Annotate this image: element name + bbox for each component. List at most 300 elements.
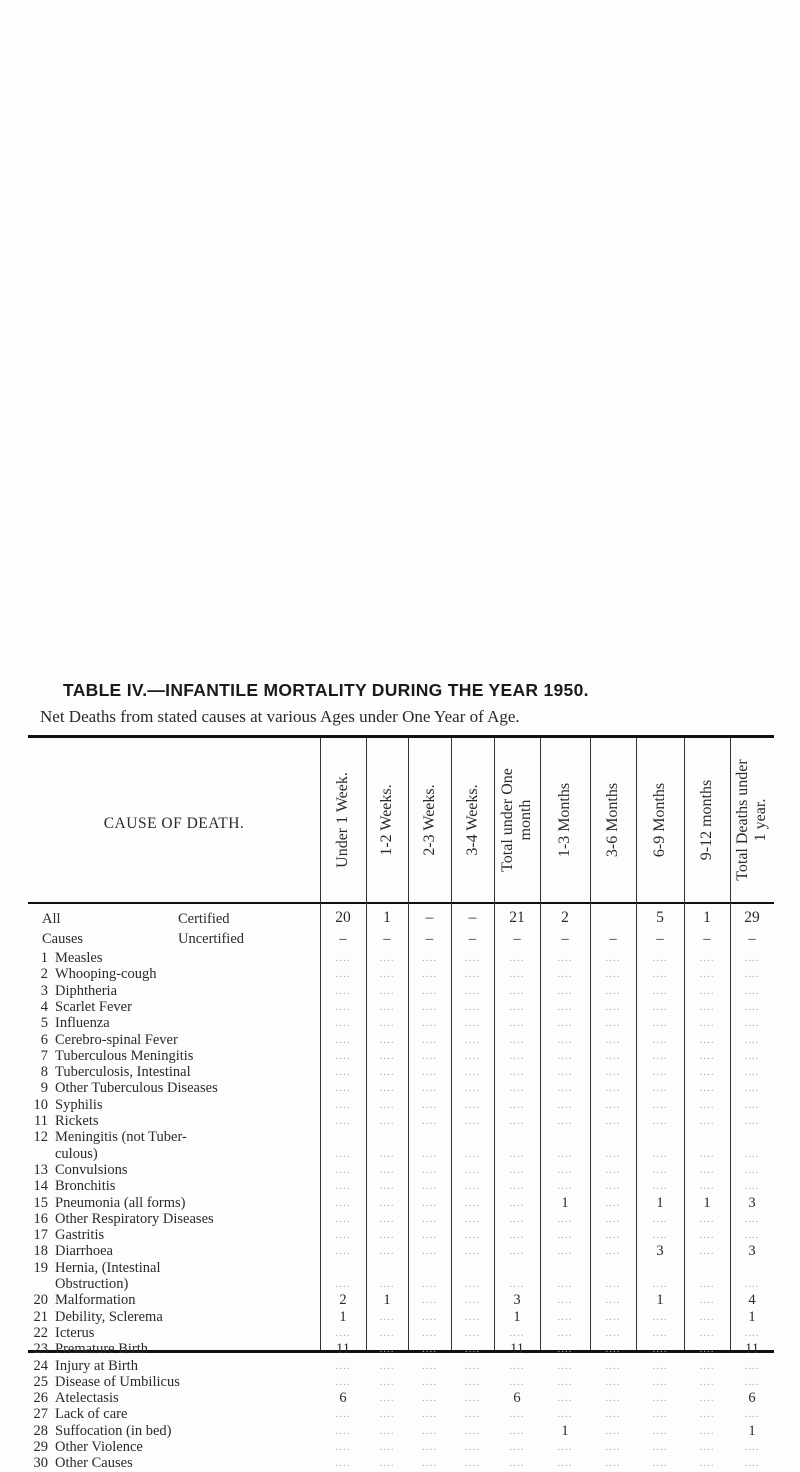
empty-cell: .... bbox=[335, 1049, 351, 1062]
row-number: 25 bbox=[33, 1373, 48, 1390]
empty-cell: .... bbox=[335, 1115, 351, 1127]
empty-cell: .... bbox=[744, 1457, 760, 1470]
empty-cell: .... bbox=[605, 1343, 621, 1356]
column-header-text: 6-9 Months bbox=[651, 782, 668, 858]
empty-cell: .... bbox=[335, 1408, 351, 1421]
empty-cell: .... bbox=[422, 1098, 437, 1111]
cause-name: Tuberculous Meningitis bbox=[55, 1047, 194, 1064]
empty-cell: .... bbox=[699, 1457, 715, 1470]
empty-cell: .... bbox=[557, 1098, 573, 1111]
empty-cell: .... bbox=[422, 984, 437, 997]
empty-cell: .... bbox=[335, 1245, 351, 1258]
empty-cell: .... bbox=[422, 968, 437, 981]
data-cell: 11 bbox=[336, 1341, 350, 1358]
cause-name: Diarrhoea bbox=[55, 1243, 113, 1260]
cause-name: Convulsions bbox=[55, 1161, 128, 1178]
empty-cell: .... bbox=[605, 1082, 621, 1095]
header-rule bbox=[28, 902, 774, 904]
empty-cell: .... bbox=[699, 1326, 715, 1339]
empty-cell: .... bbox=[422, 952, 437, 964]
empty-cell: .... bbox=[465, 1017, 480, 1030]
empty-cell: .... bbox=[422, 1343, 437, 1356]
empty-cell: .... bbox=[465, 1343, 480, 1356]
cause-row-label bbox=[28, 999, 132, 1016]
empty-cell: .... bbox=[557, 1392, 573, 1405]
empty-cell: .... bbox=[699, 1408, 715, 1421]
empty-cell: .... bbox=[422, 1049, 437, 1062]
data-cell: 3 bbox=[513, 1292, 521, 1309]
empty-cell: .... bbox=[335, 952, 351, 964]
empty-cell: .... bbox=[379, 1392, 395, 1405]
empty-cell: .... bbox=[379, 1115, 395, 1127]
summary-certified-cell: 1 bbox=[383, 909, 391, 926]
empty-cell: .... bbox=[699, 1310, 715, 1323]
empty-cell: .... bbox=[605, 968, 621, 981]
cause-name: Icterus bbox=[55, 1324, 95, 1341]
empty-cell: .... bbox=[557, 1408, 573, 1421]
cause-row-label bbox=[28, 1080, 218, 1097]
empty-cell: .... bbox=[509, 1066, 525, 1079]
empty-cell: .... bbox=[379, 1245, 395, 1258]
empty-cell: .... bbox=[335, 1082, 351, 1095]
empty-cell: .... bbox=[699, 1392, 715, 1405]
empty-cell: .... bbox=[422, 1310, 437, 1323]
column-header bbox=[366, 738, 408, 902]
empty-cell: .... bbox=[465, 1326, 480, 1339]
cause-row-label bbox=[28, 966, 156, 983]
cause-row-label bbox=[28, 983, 117, 1000]
empty-cell: .... bbox=[699, 1245, 715, 1258]
cause-row-label bbox=[28, 1195, 185, 1212]
cause-row-label bbox=[28, 1227, 104, 1244]
cause-name: Whooping-cough bbox=[55, 966, 157, 983]
empty-cell: .... bbox=[699, 1147, 715, 1160]
empty-cell: .... bbox=[335, 1147, 351, 1160]
empty-cell: .... bbox=[744, 1082, 760, 1095]
column-header-text: 1-2 Weeks. bbox=[378, 784, 395, 856]
data-cell: 1 bbox=[703, 1194, 711, 1211]
empty-cell: .... bbox=[605, 1278, 621, 1290]
empty-cell: .... bbox=[509, 1326, 525, 1339]
empty-cell: .... bbox=[422, 1115, 437, 1127]
cause-row-label-continued: Obstruction) bbox=[55, 1276, 129, 1292]
empty-cell: .... bbox=[379, 1000, 395, 1013]
empty-cell: .... bbox=[422, 1196, 437, 1209]
empty-cell: .... bbox=[699, 984, 715, 997]
cause-name: Rickets bbox=[55, 1113, 99, 1129]
summary-certified-label: All bbox=[42, 911, 61, 927]
cause-column-header: CAUSE OF DEATH. bbox=[103, 815, 245, 832]
empty-cell: .... bbox=[744, 1033, 760, 1046]
summary-certified-cell: – bbox=[468, 909, 477, 926]
data-cell: 3 bbox=[748, 1243, 756, 1260]
empty-cell: .... bbox=[335, 1033, 351, 1046]
empty-cell: .... bbox=[335, 1375, 351, 1388]
empty-cell: .... bbox=[652, 1392, 668, 1405]
empty-cell: .... bbox=[744, 1049, 760, 1062]
empty-cell: .... bbox=[335, 1180, 351, 1193]
empty-cell: .... bbox=[652, 1457, 668, 1470]
summary-uncertified-cell: – bbox=[468, 931, 477, 947]
cause-name: Hernia, (Intestinal bbox=[55, 1259, 161, 1276]
empty-cell: .... bbox=[652, 1359, 668, 1372]
empty-cell: .... bbox=[509, 1180, 525, 1193]
empty-cell: .... bbox=[379, 1033, 395, 1046]
cause-row-label bbox=[28, 1162, 128, 1179]
empty-cell: .... bbox=[422, 1392, 437, 1405]
empty-cell: .... bbox=[509, 1098, 525, 1111]
empty-cell: .... bbox=[335, 1196, 351, 1209]
empty-cell: .... bbox=[744, 1408, 760, 1421]
empty-cell: .... bbox=[699, 1375, 715, 1388]
cause-row-label bbox=[28, 1439, 143, 1456]
empty-cell: .... bbox=[605, 1392, 621, 1405]
empty-cell: .... bbox=[557, 952, 573, 964]
cause-row-label bbox=[28, 1211, 214, 1228]
empty-cell: .... bbox=[652, 1375, 668, 1388]
empty-cell: .... bbox=[557, 1180, 573, 1193]
empty-cell: .... bbox=[652, 1326, 668, 1339]
row-number: 11 bbox=[34, 1113, 48, 1129]
empty-cell: .... bbox=[465, 1457, 480, 1470]
mortality-table bbox=[28, 735, 774, 1472]
cause-row-label bbox=[28, 1048, 193, 1065]
cause-row-label bbox=[28, 1325, 94, 1342]
empty-cell: .... bbox=[699, 1000, 715, 1013]
cause-name: Other Respiratory Diseases bbox=[55, 1210, 214, 1227]
empty-cell: .... bbox=[557, 1212, 573, 1225]
empty-cell: .... bbox=[509, 1408, 525, 1421]
empty-cell: .... bbox=[335, 1212, 351, 1225]
empty-cell: .... bbox=[557, 1441, 573, 1453]
empty-cell: .... bbox=[465, 1212, 480, 1225]
cause-row-label bbox=[28, 1292, 136, 1309]
empty-cell: .... bbox=[422, 1245, 437, 1258]
summary-certified-cell: 29 bbox=[744, 909, 760, 926]
cause-name: Other Violence bbox=[55, 1439, 143, 1455]
empty-cell: .... bbox=[557, 1245, 573, 1258]
summary-uncertified-cell: – bbox=[339, 931, 347, 947]
empty-cell: .... bbox=[465, 1147, 480, 1160]
empty-cell: .... bbox=[422, 1082, 437, 1095]
empty-cell: .... bbox=[557, 1000, 573, 1013]
empty-cell: .... bbox=[605, 1229, 621, 1242]
empty-cell: .... bbox=[605, 952, 621, 964]
cause-row-label bbox=[28, 1423, 172, 1440]
cause-row-label bbox=[28, 1032, 178, 1049]
empty-cell: .... bbox=[699, 1212, 715, 1225]
empty-cell: .... bbox=[465, 1163, 480, 1176]
column-header bbox=[408, 738, 451, 902]
cause-row-label bbox=[28, 1390, 119, 1407]
empty-cell: .... bbox=[744, 1163, 760, 1176]
row-number: 28 bbox=[33, 1422, 48, 1439]
cause-row-label bbox=[28, 1178, 115, 1195]
empty-cell: .... bbox=[605, 1196, 621, 1209]
column-header-text: 1-3 Months bbox=[556, 782, 573, 858]
row-number: 4 bbox=[40, 998, 48, 1015]
empty-cell: .... bbox=[605, 984, 621, 997]
empty-cell: .... bbox=[605, 1115, 621, 1127]
empty-cell: .... bbox=[465, 1033, 480, 1046]
empty-cell: .... bbox=[652, 1212, 668, 1225]
empty-cell: .... bbox=[379, 1310, 395, 1323]
cause-row-label bbox=[28, 1341, 148, 1358]
empty-cell: .... bbox=[605, 1033, 621, 1046]
empty-cell: .... bbox=[465, 1245, 480, 1258]
empty-cell: .... bbox=[422, 1212, 437, 1225]
summary-certified-cell: 5 bbox=[656, 909, 664, 926]
empty-cell: .... bbox=[557, 1375, 573, 1388]
cause-name: Tuberculosis, Intestinal bbox=[55, 1064, 191, 1081]
empty-cell: .... bbox=[699, 1098, 715, 1111]
empty-cell: .... bbox=[652, 1180, 668, 1193]
empty-cell: .... bbox=[509, 1457, 525, 1470]
summary-uncertified-cell: – bbox=[383, 931, 391, 947]
empty-cell: .... bbox=[652, 1049, 668, 1062]
summary-uncertified-cell: – bbox=[425, 931, 434, 947]
cause-row-label bbox=[28, 1455, 133, 1472]
empty-cell: .... bbox=[744, 1359, 760, 1372]
empty-cell: .... bbox=[744, 1147, 760, 1160]
empty-cell: .... bbox=[652, 984, 668, 997]
empty-cell: .... bbox=[465, 1392, 480, 1405]
empty-cell: .... bbox=[557, 1229, 573, 1242]
empty-cell: .... bbox=[605, 1017, 621, 1030]
summary-certified-cell: 21 bbox=[509, 909, 525, 926]
cause-name: Cerebro-spinal Fever bbox=[55, 1031, 178, 1048]
summary-uncertified-label: Uncertified bbox=[178, 931, 245, 947]
empty-cell: .... bbox=[557, 1343, 573, 1356]
empty-cell: .... bbox=[509, 1424, 525, 1437]
empty-cell: .... bbox=[699, 1163, 715, 1176]
empty-cell: .... bbox=[509, 1359, 525, 1372]
summary-uncertified-cell: – bbox=[748, 931, 756, 947]
empty-cell: .... bbox=[422, 1441, 437, 1453]
empty-cell: .... bbox=[699, 1082, 715, 1095]
table-title: TABLE IV.—INFANTILE MORTALITY DURING THE YEAR 1950. bbox=[63, 680, 589, 700]
empty-cell: .... bbox=[605, 1163, 621, 1176]
empty-cell: .... bbox=[379, 1326, 395, 1339]
row-number: 10 bbox=[33, 1096, 48, 1113]
empty-cell: .... bbox=[335, 1441, 351, 1453]
empty-cell: .... bbox=[422, 1066, 437, 1079]
row-number: 30 bbox=[33, 1455, 48, 1472]
column-header-text: Under 1 Week. bbox=[334, 772, 351, 868]
empty-cell: .... bbox=[465, 1115, 480, 1127]
row-number: 20 bbox=[33, 1292, 48, 1309]
row-number: 17 bbox=[33, 1227, 48, 1244]
cause-name: Pneumonia (all forms) bbox=[55, 1194, 186, 1211]
cause-row-label bbox=[28, 1064, 191, 1081]
empty-cell: .... bbox=[744, 1278, 760, 1290]
empty-cell: .... bbox=[557, 1310, 573, 1323]
empty-cell: .... bbox=[422, 1408, 437, 1421]
empty-cell: .... bbox=[509, 952, 525, 964]
empty-cell: .... bbox=[509, 1147, 525, 1160]
empty-cell: .... bbox=[465, 1441, 480, 1453]
empty-cell: .... bbox=[744, 1375, 760, 1388]
empty-cell: .... bbox=[379, 1375, 395, 1388]
empty-cell: .... bbox=[557, 1457, 573, 1470]
empty-cell: .... bbox=[699, 1180, 715, 1193]
empty-cell: .... bbox=[465, 1066, 480, 1079]
data-cell: 3 bbox=[656, 1243, 664, 1260]
cause-name: Meningitis (not Tuber- bbox=[55, 1129, 187, 1146]
table-subtitle: Net Deaths from stated causes at various Ages under One Year of Age. bbox=[40, 707, 520, 726]
empty-cell: .... bbox=[652, 1033, 668, 1046]
row-number: 6 bbox=[40, 1031, 48, 1048]
empty-cell: .... bbox=[509, 1229, 525, 1242]
data-cell: 1 bbox=[561, 1422, 569, 1439]
cause-name: Debility, Sclerema bbox=[55, 1308, 163, 1325]
column-header-text: 3-4 Weeks. bbox=[463, 784, 481, 856]
empty-cell: .... bbox=[699, 1441, 715, 1453]
empty-cell: .... bbox=[744, 1441, 760, 1453]
empty-cell: .... bbox=[509, 1017, 525, 1030]
cause-name: Bronchitis bbox=[55, 1178, 116, 1195]
row-number: 3 bbox=[40, 982, 48, 999]
row-number: 15 bbox=[33, 1194, 48, 1211]
empty-cell: .... bbox=[509, 1441, 525, 1453]
empty-cell: .... bbox=[605, 1000, 621, 1013]
empty-cell: .... bbox=[652, 1147, 668, 1160]
row-number: 13 bbox=[33, 1161, 48, 1178]
empty-cell: .... bbox=[509, 1212, 525, 1225]
row-number: 18 bbox=[33, 1243, 48, 1260]
empty-cell: .... bbox=[509, 1082, 525, 1095]
empty-cell: .... bbox=[335, 1229, 351, 1242]
summary-uncertified-cell: – bbox=[513, 931, 521, 947]
empty-cell: .... bbox=[465, 1049, 480, 1062]
empty-cell: .... bbox=[422, 1229, 437, 1242]
empty-cell: .... bbox=[557, 1278, 573, 1290]
data-cell: 3 bbox=[748, 1194, 756, 1211]
empty-cell: .... bbox=[699, 952, 715, 964]
row-number: 8 bbox=[40, 1064, 48, 1081]
summary-certified-cell: 1 bbox=[703, 909, 711, 926]
empty-cell: .... bbox=[465, 1408, 480, 1421]
row-number: 19 bbox=[33, 1259, 48, 1276]
empty-cell: .... bbox=[509, 1245, 525, 1258]
cause-row-label-continued: culous) bbox=[55, 1145, 98, 1162]
empty-cell: .... bbox=[422, 1000, 437, 1013]
empty-cell: .... bbox=[335, 1326, 351, 1339]
data-cell: 1 bbox=[513, 1308, 521, 1325]
empty-cell: .... bbox=[605, 1212, 621, 1225]
empty-cell: .... bbox=[379, 1441, 395, 1453]
column-header-text: 2-3 Weeks. bbox=[420, 784, 438, 856]
empty-cell: .... bbox=[744, 1229, 760, 1242]
empty-cell: .... bbox=[557, 1326, 573, 1339]
cause-name: Disease of Umbilicus bbox=[55, 1373, 180, 1390]
cause-row-label bbox=[28, 1129, 187, 1146]
empty-cell: .... bbox=[465, 1098, 480, 1111]
data-cell: 1 bbox=[383, 1292, 391, 1309]
empty-cell: .... bbox=[744, 968, 760, 981]
empty-cell: .... bbox=[652, 1115, 668, 1127]
empty-cell: .... bbox=[557, 1017, 573, 1030]
data-cell: 1 bbox=[656, 1194, 664, 1211]
empty-cell: .... bbox=[422, 1147, 437, 1160]
column-header-text: 3-6 Months bbox=[604, 782, 621, 858]
column-header bbox=[730, 738, 774, 902]
empty-cell: .... bbox=[465, 1294, 480, 1307]
empty-cell: .... bbox=[557, 968, 573, 981]
empty-cell: .... bbox=[379, 1082, 395, 1095]
data-cell: 11 bbox=[510, 1341, 524, 1358]
column-header-text: Total Deaths under 1 year. bbox=[734, 759, 769, 881]
summary-causes-label: Causes bbox=[42, 931, 84, 947]
data-cell: 1 bbox=[748, 1308, 756, 1325]
empty-cell: .... bbox=[379, 1017, 395, 1030]
empty-cell: .... bbox=[744, 1098, 760, 1111]
empty-cell: .... bbox=[422, 1017, 437, 1030]
empty-cell: .... bbox=[605, 1424, 621, 1437]
cause-name: Suffocation (in bed) bbox=[55, 1422, 172, 1439]
empty-cell: .... bbox=[652, 1017, 668, 1030]
empty-cell: .... bbox=[465, 968, 480, 981]
row-number: 9 bbox=[40, 1080, 48, 1097]
empty-cell: .... bbox=[699, 968, 715, 981]
empty-cell: .... bbox=[509, 984, 525, 997]
empty-cell: .... bbox=[605, 1294, 621, 1307]
empty-cell: .... bbox=[744, 1180, 760, 1193]
empty-cell: .... bbox=[335, 1424, 351, 1437]
data-cell: 2 bbox=[339, 1292, 347, 1309]
empty-cell: .... bbox=[699, 1359, 715, 1372]
empty-cell: .... bbox=[557, 1033, 573, 1046]
empty-cell: .... bbox=[509, 1115, 525, 1127]
empty-cell: .... bbox=[652, 1066, 668, 1079]
empty-cell: .... bbox=[605, 1375, 621, 1388]
empty-cell: .... bbox=[335, 1017, 351, 1030]
row-number: 21 bbox=[33, 1308, 48, 1325]
empty-cell: .... bbox=[605, 1066, 621, 1079]
empty-cell: .... bbox=[465, 1229, 480, 1242]
empty-cell: .... bbox=[699, 1343, 715, 1356]
cause-name: Lack of care bbox=[55, 1406, 128, 1423]
empty-cell: .... bbox=[652, 1278, 668, 1290]
cause-name: Measles bbox=[55, 950, 103, 966]
empty-cell: .... bbox=[605, 1457, 621, 1470]
empty-cell: .... bbox=[744, 1066, 760, 1079]
empty-cell: .... bbox=[652, 952, 668, 964]
column-header-text: Total under One month bbox=[499, 768, 534, 872]
empty-cell: .... bbox=[744, 1000, 760, 1013]
empty-cell: .... bbox=[652, 1424, 668, 1437]
empty-cell: .... bbox=[744, 1212, 760, 1225]
empty-cell: .... bbox=[379, 1212, 395, 1225]
empty-cell: .... bbox=[652, 1000, 668, 1013]
row-number: 16 bbox=[33, 1210, 48, 1227]
empty-cell: .... bbox=[652, 1408, 668, 1421]
empty-cell: .... bbox=[335, 1098, 351, 1111]
empty-cell: .... bbox=[699, 1294, 715, 1307]
empty-cell: .... bbox=[699, 1424, 715, 1437]
empty-cell: .... bbox=[605, 1180, 621, 1193]
column-header bbox=[320, 738, 366, 902]
cause-row-label bbox=[28, 1097, 103, 1114]
empty-cell: .... bbox=[335, 968, 351, 981]
row-number: 26 bbox=[33, 1390, 48, 1407]
empty-cell: .... bbox=[422, 1278, 437, 1290]
empty-cell: .... bbox=[509, 968, 525, 981]
empty-cell: .... bbox=[652, 1163, 668, 1176]
empty-cell: .... bbox=[422, 1033, 437, 1046]
row-number: 22 bbox=[33, 1324, 48, 1341]
empty-cell: .... bbox=[422, 1294, 437, 1307]
